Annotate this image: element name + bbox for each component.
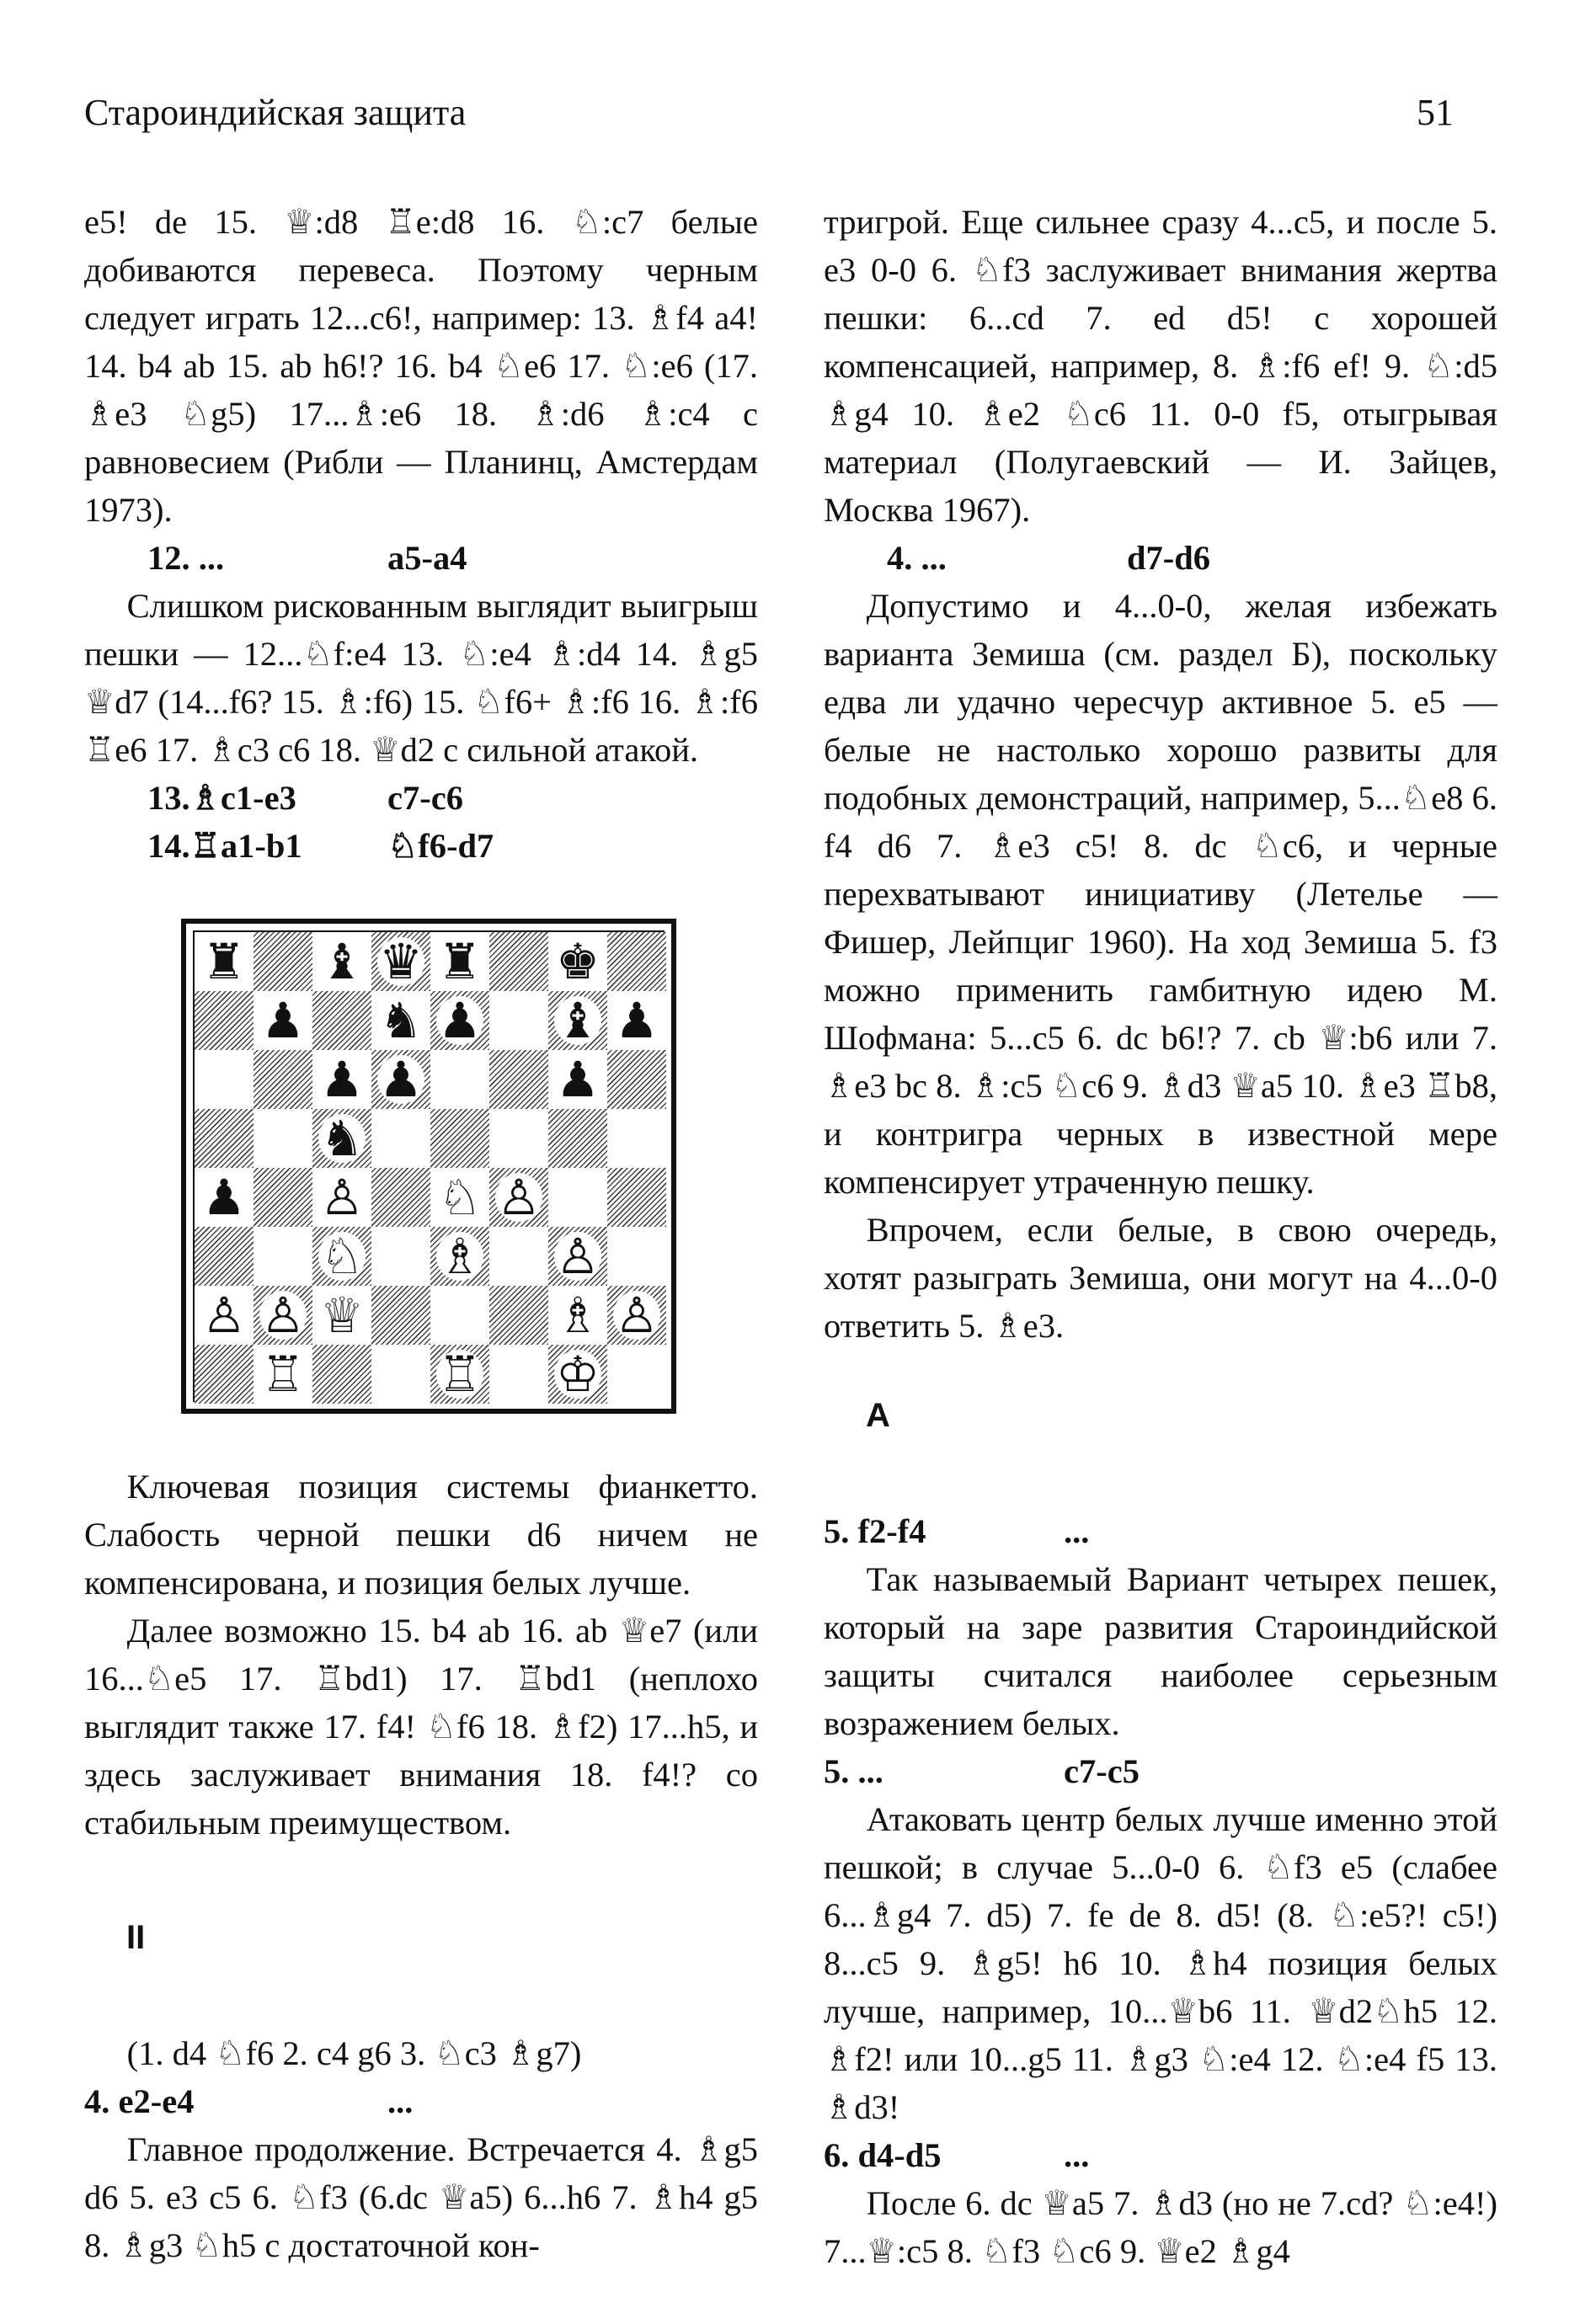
chess-board	[193, 930, 665, 1402]
paragraph: Главное продолжение. Встречается 4. ♗g5 d6 5. e3 c5 6. ♘f3 (6.dc ♕a5) 6...h6 7. ♗h4 g5 8. ♗g3 ♘h5 с достаточной кон-	[84, 2130, 758, 2264]
chess-piece-icon: ♟	[615, 992, 659, 1049]
chess-piece-icon: ♙	[320, 1169, 364, 1226]
move-line	[84, 822, 758, 870]
right-column	[824, 198, 1497, 2275]
board-square	[312, 1286, 371, 1345]
board-square	[254, 1109, 312, 1168]
board-square	[195, 1168, 254, 1227]
board-square	[489, 1168, 548, 1227]
chess-piece-icon: ♘	[438, 1169, 482, 1226]
chess-diagram	[181, 919, 676, 1414]
move-line	[84, 2077, 758, 2125]
chess-piece-icon: ♟	[556, 1051, 600, 1108]
move-text: ♘f6-d7	[387, 827, 494, 865]
paragraph: Так называемый Вариант четырех пешек, который на заре развития Староиндийской защиты считался наиболее серьезным возражением белых.	[824, 1560, 1497, 1742]
chess-piece-icon: ♟	[261, 992, 305, 1049]
board-square	[548, 1050, 607, 1109]
board-square	[254, 1286, 312, 1345]
chess-piece-icon: ♞	[320, 1110, 364, 1167]
board-square	[312, 1168, 371, 1227]
board-square	[489, 932, 548, 991]
paragraph: e5! de 15. ♕:d8 ♖e:d8 16. ♘:c7 белые добиваются перевеса. Поэтому черным следует играть 12...c6!, например: 13. ♗f4 a4! 14. b4 ab 15. ab h6!? 16. b4 ♘e6 17. ♘:e6 (17. ♗e3 ♘g5) 17...♗:e6 18. ♗:d6 ♗:c4 с равновесием (Рибли — Планинц, Амстердам 1973).	[84, 203, 758, 529]
paragraph: тригрой. Еще сильнее сразу 4...c5, и после 5. e3 0-0 6. ♘f3 заслуживает внимания жертва пешки: 6...cd 7. ed d5! с хорошей компенсацией, например, 8. ♗:f6 ef! 9. ♘:d5 ♗g4 10. ♗e2 ♘c6 11. 0-0 f5, отыгрывая материал (Полугаевский — И. Зайцев, Москва 1967).	[824, 203, 1497, 529]
board-square	[607, 1227, 666, 1286]
move-number: 4. ...	[887, 539, 947, 577]
move-number: 14.♖a1-b1	[147, 827, 302, 865]
paragraph: Допустимо и 4...0-0, желая избежать варианта Земиша (см. раздел Б), поскольку едва ли удачно чересчур активное 5. e5 — белые не настолько хорошо развиты для подобных демонстраций, например, 5...♘e8 6. f4 d6 7. ♗e3 c5! 8. dc ♘c6, и черные перехватывают инициативу (Летелье — Фишер, Лейпциг 1960). На ход Земиша 5. f3 можно применить гамбитную идею М. Шофмана: 5...c5 6. dc b6!? 7. cb ♕:b6 или 7. ♗e3 bc 8. ♗:c5 ♘c6 9. ♗d3 ♕a5 10. ♗e3 ♖b8, и контригра черных в известной мере компенсирует утраченную пешку.	[824, 587, 1497, 1201]
board-square	[548, 1109, 607, 1168]
board-square	[489, 991, 548, 1050]
board-square	[430, 932, 489, 991]
move-number: 6. d4-d5	[824, 2136, 942, 2174]
paragraph: (1. d4 ♘f6 2. c4 g6 3. ♘c3 ♗g7)	[126, 2034, 582, 2072]
move-text: ...	[1064, 2136, 1090, 2174]
board-square	[548, 991, 607, 1050]
board-square	[254, 1227, 312, 1286]
chess-piece-icon: ♝	[320, 933, 364, 990]
board-square	[548, 932, 607, 991]
board-square	[312, 932, 371, 991]
move-line	[824, 534, 1497, 582]
section-heading: А	[866, 1397, 890, 1434]
move-line	[824, 1747, 1497, 1795]
chess-piece-icon: ♗	[556, 1287, 600, 1344]
board-square	[607, 1109, 666, 1168]
move-number: 5. ...	[824, 1752, 883, 1790]
section-heading: II	[126, 1919, 146, 1956]
chess-piece-icon: ♝	[556, 992, 600, 1049]
board-square	[489, 1050, 548, 1109]
board-square	[607, 1345, 666, 1404]
move-text: ...	[387, 2082, 414, 2120]
chess-piece-icon: ♞	[379, 992, 423, 1049]
move-text: d7-d6	[1127, 539, 1211, 577]
chess-piece-icon: ♙	[202, 1287, 246, 1344]
board-square	[312, 1109, 371, 1168]
move-line	[84, 774, 758, 822]
running-header	[84, 91, 1454, 134]
board-square	[430, 1227, 489, 1286]
board-square	[607, 1168, 666, 1227]
board-square	[430, 1286, 489, 1345]
paragraph: Ключевая позиция системы фианкетто. Слабость черной пешки d6 ничем не компенсирована, и позиция белых лучше.	[84, 1468, 758, 1602]
board-square	[254, 932, 312, 991]
board-square	[430, 1345, 489, 1404]
board-square	[430, 1050, 489, 1109]
chess-piece-icon: ♖	[261, 1346, 305, 1403]
board-square	[607, 932, 666, 991]
board-square	[312, 1345, 371, 1404]
running-title: Староиндийская защита	[84, 92, 467, 133]
move-text: c7-c5	[1064, 1752, 1140, 1790]
move-number: 12. ...	[147, 539, 225, 577]
board-square	[489, 1345, 548, 1404]
move-text: a5-a4	[387, 539, 467, 577]
move-text: c7-c6	[387, 779, 463, 817]
chess-piece-icon: ♟	[202, 1169, 246, 1226]
board-square	[371, 1286, 430, 1345]
move-text: ...	[1064, 1512, 1090, 1550]
board-square	[371, 1345, 430, 1404]
board-square	[312, 991, 371, 1050]
chess-piece-icon: ♙	[615, 1287, 659, 1344]
paragraph: Далее возможно 15. b4 ab 16. ab ♕e7 (или 16...♘e5 17. ♖bd1) 17. ♖bd1 (неплохо выглядит также 17. f4! ♘f6 18. ♗f2) 17...h5, и здесь заслуживает внимания 18. f4!? со стабильным преимуществом.	[84, 1612, 758, 1842]
board-square	[371, 991, 430, 1050]
board-square	[430, 1109, 489, 1168]
board-square	[195, 1227, 254, 1286]
board-square	[254, 991, 312, 1050]
chess-piece-icon: ♙	[556, 1228, 600, 1285]
move-line	[824, 1507, 1497, 1555]
move-line	[824, 2131, 1497, 2179]
chess-piece-icon: ♙	[497, 1169, 541, 1226]
board-square	[607, 1286, 666, 1345]
chess-piece-icon: ♘	[320, 1228, 364, 1285]
board-square	[548, 1168, 607, 1227]
chess-piece-icon: ♟	[320, 1051, 364, 1108]
board-square	[371, 1227, 430, 1286]
board-square	[371, 1050, 430, 1109]
paragraph: Атаковать центр белых лучше именно этой пешкой; в случае 5...0-0 6. ♘f3 e5 (слабее 6...♗g4 7. d5) 7. fe de 8. d5! (8. ♘:e5?! c5!) 8...c5 9. ♗g5! h6 10. ♗h4 позиция белых лучше, например, 10...♕b6 11. ♕d2♘h5 12. ♗f2! или 10...g5 11. ♗g3 ♘:e4 12. ♘:e4 f5 13. ♗d3!	[824, 1800, 1497, 2126]
chess-piece-icon: ♜	[202, 933, 246, 990]
move-number: 5. f2-f4	[824, 1512, 926, 1550]
chess-piece-icon: ♚	[556, 933, 600, 990]
chess-piece-icon: ♜	[438, 933, 482, 990]
chess-piece-icon: ♟	[379, 1051, 423, 1108]
chess-piece-icon: ♔	[556, 1346, 600, 1403]
chess-piece-icon: ♙	[261, 1287, 305, 1344]
board-square	[195, 1345, 254, 1404]
board-square	[548, 1286, 607, 1345]
chess-piece-icon: ♕	[320, 1287, 364, 1344]
board-square	[430, 991, 489, 1050]
board-square	[254, 1168, 312, 1227]
board-square	[254, 1345, 312, 1404]
board-square	[312, 1227, 371, 1286]
board-square	[371, 932, 430, 991]
board-square	[195, 932, 254, 991]
move-number: 4. e2-e4	[84, 2082, 195, 2120]
chess-piece-icon: ♖	[438, 1346, 482, 1403]
board-square	[254, 1050, 312, 1109]
move-number: 13.♗c1-e3	[147, 779, 296, 817]
paragraph: После 6. dc ♕a5 7. ♗d3 (но не 7.cd? ♘:e4!) 7...♕:c5 8. ♘f3 ♘c6 9. ♕e2 ♗g4	[824, 2184, 1497, 2270]
move-line	[84, 534, 758, 582]
board-square	[607, 1050, 666, 1109]
left-column	[84, 198, 758, 2269]
chess-piece-icon: ♗	[438, 1228, 482, 1285]
board-square	[489, 1286, 548, 1345]
board-square	[312, 1050, 371, 1109]
board-square	[195, 1286, 254, 1345]
board-square	[489, 1109, 548, 1168]
board-square	[607, 991, 666, 1050]
paragraph: Слишком рискованным выглядит выигрыш пешки — 12...♘f:e4 13. ♘:e4 ♗:d4 14. ♗g5 ♕d7 (14...f6? 15. ♗:f6) 15. ♘f6+ ♗:f6 16. ♗:f6 ♖e6 17. ♗c3 c6 18. ♕d2 с сильной атакой.	[84, 587, 758, 769]
board-square	[371, 1168, 430, 1227]
board-square	[489, 1227, 548, 1286]
board-square	[195, 1050, 254, 1109]
board-square	[195, 1109, 254, 1168]
board-square	[195, 991, 254, 1050]
page-number: 51	[1417, 92, 1454, 133]
chess-piece-icon: ♟	[438, 992, 482, 1049]
board-square	[548, 1345, 607, 1404]
board-square	[430, 1168, 489, 1227]
chess-piece-icon: ♛	[379, 933, 423, 990]
paragraph: Впрочем, если белые, в свою очередь, хотят разыграть Земиша, они могут на 4...0-0 ответить 5. ♗e3.	[824, 1211, 1497, 1345]
board-square	[371, 1109, 430, 1168]
board-square	[548, 1227, 607, 1286]
